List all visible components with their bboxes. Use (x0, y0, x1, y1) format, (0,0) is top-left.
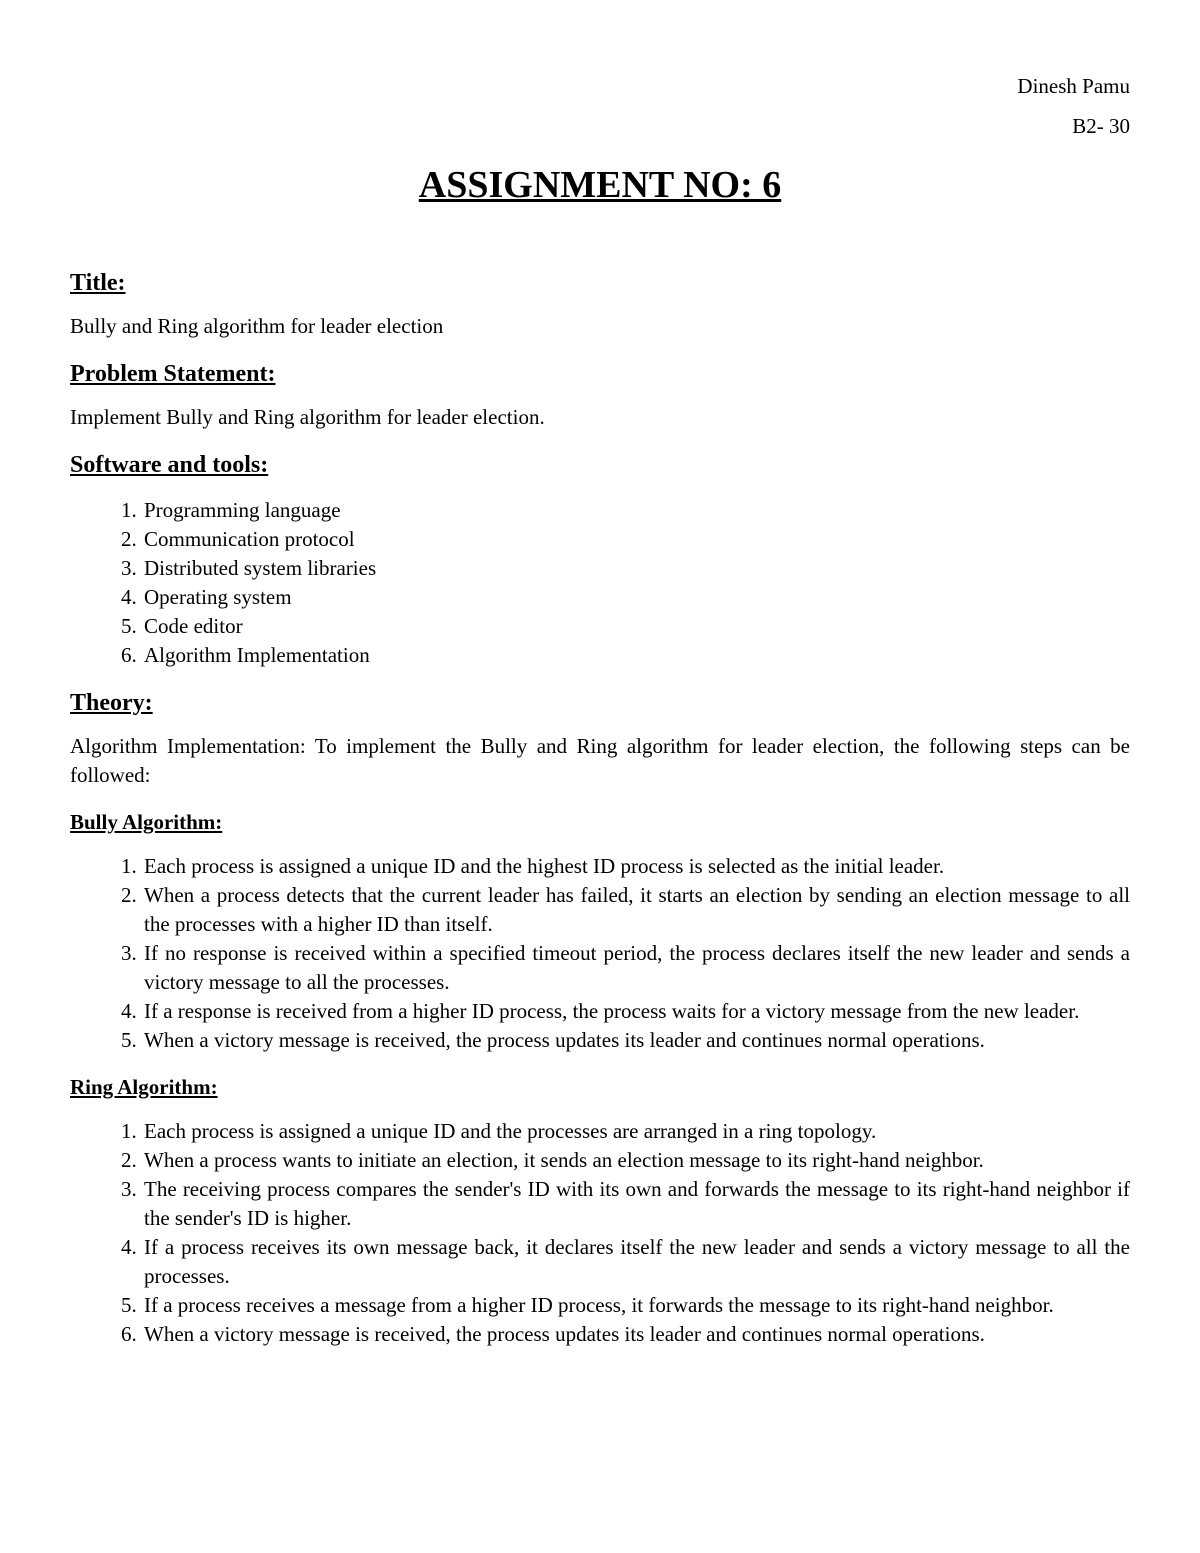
list-item: 1. Each process is assigned a unique ID and the processes are arranged in a ring topology. (142, 1117, 1130, 1146)
list-item: 4. If a process receives its own message back, it declares itself the new leader and sends a victory message to all the processes. (142, 1233, 1130, 1291)
list-item: 3. Distributed system libraries (142, 554, 1130, 583)
list-item: 3. If no response is received within a specified timeout period, the process declares itself the new leader and sends a victory message to all the processes. (142, 939, 1130, 997)
list-item: 2. Communication protocol (142, 525, 1130, 554)
list-item: 1. Programming language (142, 496, 1130, 525)
software-tools-heading: Software and tools: (70, 452, 269, 478)
list-item: 1. Each process is assigned a unique ID and the highest ID process is selected as the initial leader. (142, 852, 1130, 881)
bully-algorithm-heading: Bully Algorithm: (70, 810, 223, 834)
list-item: 3. The receiving process compares the sender's ID with its own and forwards the message to its right-hand neighbor if the sender's ID is higher. (142, 1175, 1130, 1233)
bully-algorithm-steps (70, 852, 1130, 1055)
software-tools-list (70, 496, 1130, 670)
list-item: 2. When a process detects that the current leader has failed, it starts an election by sending an election message to all the processes with a higher ID than itself. (142, 881, 1130, 939)
ring-algorithm-heading: Ring Algorithm: (70, 1075, 218, 1099)
title-text: Bully and Ring algorithm for leader election (70, 314, 444, 338)
problem-statement-heading: Problem Statement: (70, 361, 276, 387)
title-heading: Title: (70, 270, 126, 296)
list-item: 6. Algorithm Implementation (142, 641, 1130, 670)
list-item: 2. When a process wants to initiate an election, it sends an election message to its right-hand neighbor. (142, 1146, 1130, 1175)
list-item: 4. If a response is received from a higher ID process, the process waits for a victory message from the new leader. (142, 997, 1130, 1026)
problem-statement-text: Implement Bully and Ring algorithm for leader election. (70, 405, 545, 429)
theory-intro: Algorithm Implementation: To implement the Bully and Ring algorithm for leader election, the following steps can be followed: (70, 734, 1130, 787)
list-item: 6. When a victory message is received, the process updates its leader and continues normal operations. (142, 1320, 1130, 1349)
assignment-title: ASSIGNMENT NO: 6 (418, 164, 782, 206)
roll-number: B2- 30 (1072, 114, 1130, 138)
list-item: 4. Operating system (142, 583, 1130, 612)
list-item: 5. When a victory message is received, the process updates its leader and continues normal operations. (142, 1026, 1130, 1055)
theory-heading: Theory: (70, 690, 153, 716)
ring-algorithm-steps (70, 1117, 1130, 1349)
list-item: 5. If a process receives a message from a higher ID process, it forwards the message to its right-hand neighbor. (142, 1291, 1130, 1320)
list-item: 5. Code editor (142, 612, 1130, 641)
author-name: Dinesh Pamu (1017, 74, 1130, 98)
